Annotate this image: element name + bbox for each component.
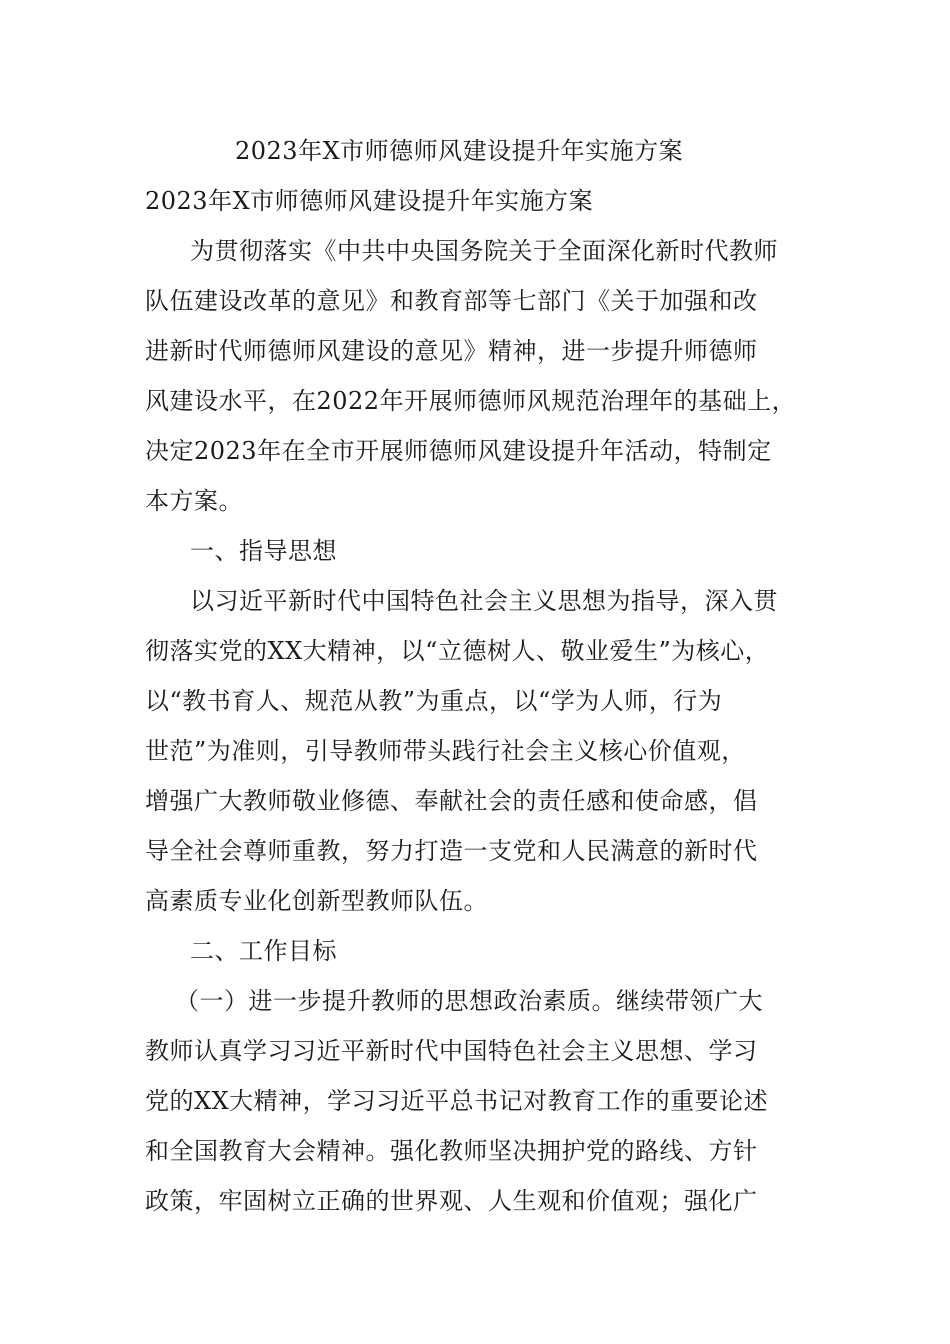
section1-line: 增强广大教师敬业修德、奉献社会的责任感和使命感，倡 <box>145 787 758 815</box>
section1-line: 导全社会尊师重教，努力打造一支党和人民满意的新时代 <box>145 837 758 865</box>
section2-line: 教师认真学习习近平新时代中国特色社会主义思想、学习 <box>145 1037 758 1065</box>
intro-line: 队伍建设改革的意见》和教育部等七部门《关于加强和改 <box>145 287 758 315</box>
section2-line: 政策，牢固树立正确的世界观、人生观和价值观；强化广 <box>145 1187 758 1215</box>
section1-line: 以“教书育人、规范从教”为重点，以“学为人师，行为 <box>145 687 723 715</box>
section1-line: 世范”为准则，引导教师带头践行社会主义核心价值观， <box>145 737 746 765</box>
intro-line: 决定2023年在全市开展师德师风建设提升年活动，特制定 <box>145 437 772 465</box>
section2-line: （一）进一步提升教师的思想政治素质。继续带领广大 <box>175 987 763 1015</box>
intro-line: 进新时代师德师风建设的意见》精神，进一步提升师德师 <box>145 337 758 365</box>
section1-line: 以习近平新时代中国特色社会主义思想为指导，深入贯 <box>190 587 778 615</box>
document-title: 2023年X市师德师风建设提升年实施方案 <box>235 137 684 165</box>
document-subtitle: 2023年X市师德师风建设提升年实施方案 <box>145 187 594 215</box>
section2-line: 党的XX大精神，学习习近平总书记对教育工作的重要论述 <box>145 1087 769 1115</box>
section-heading-guiding-thought: 一、指导思想 <box>190 537 337 565</box>
section1-line: 高素质专业化创新型教师队伍。 <box>145 887 488 915</box>
section-heading-work-goals: 二、工作目标 <box>190 937 337 965</box>
section2-line: 和全国教育大会精神。强化教师坚决拥护党的路线、方针 <box>145 1137 758 1165</box>
intro-line: 本方案。 <box>145 487 243 515</box>
section1-line: 彻落实党的XX大精神，以“立德树人、敬业爱生”为核心， <box>145 637 770 665</box>
intro-line: 风建设水平，在2022年开展师德师风规范治理年的基础上， <box>145 387 797 415</box>
intro-line: 为贯彻落实《中共中央国务院关于全面深化新时代教师 <box>190 237 778 265</box>
